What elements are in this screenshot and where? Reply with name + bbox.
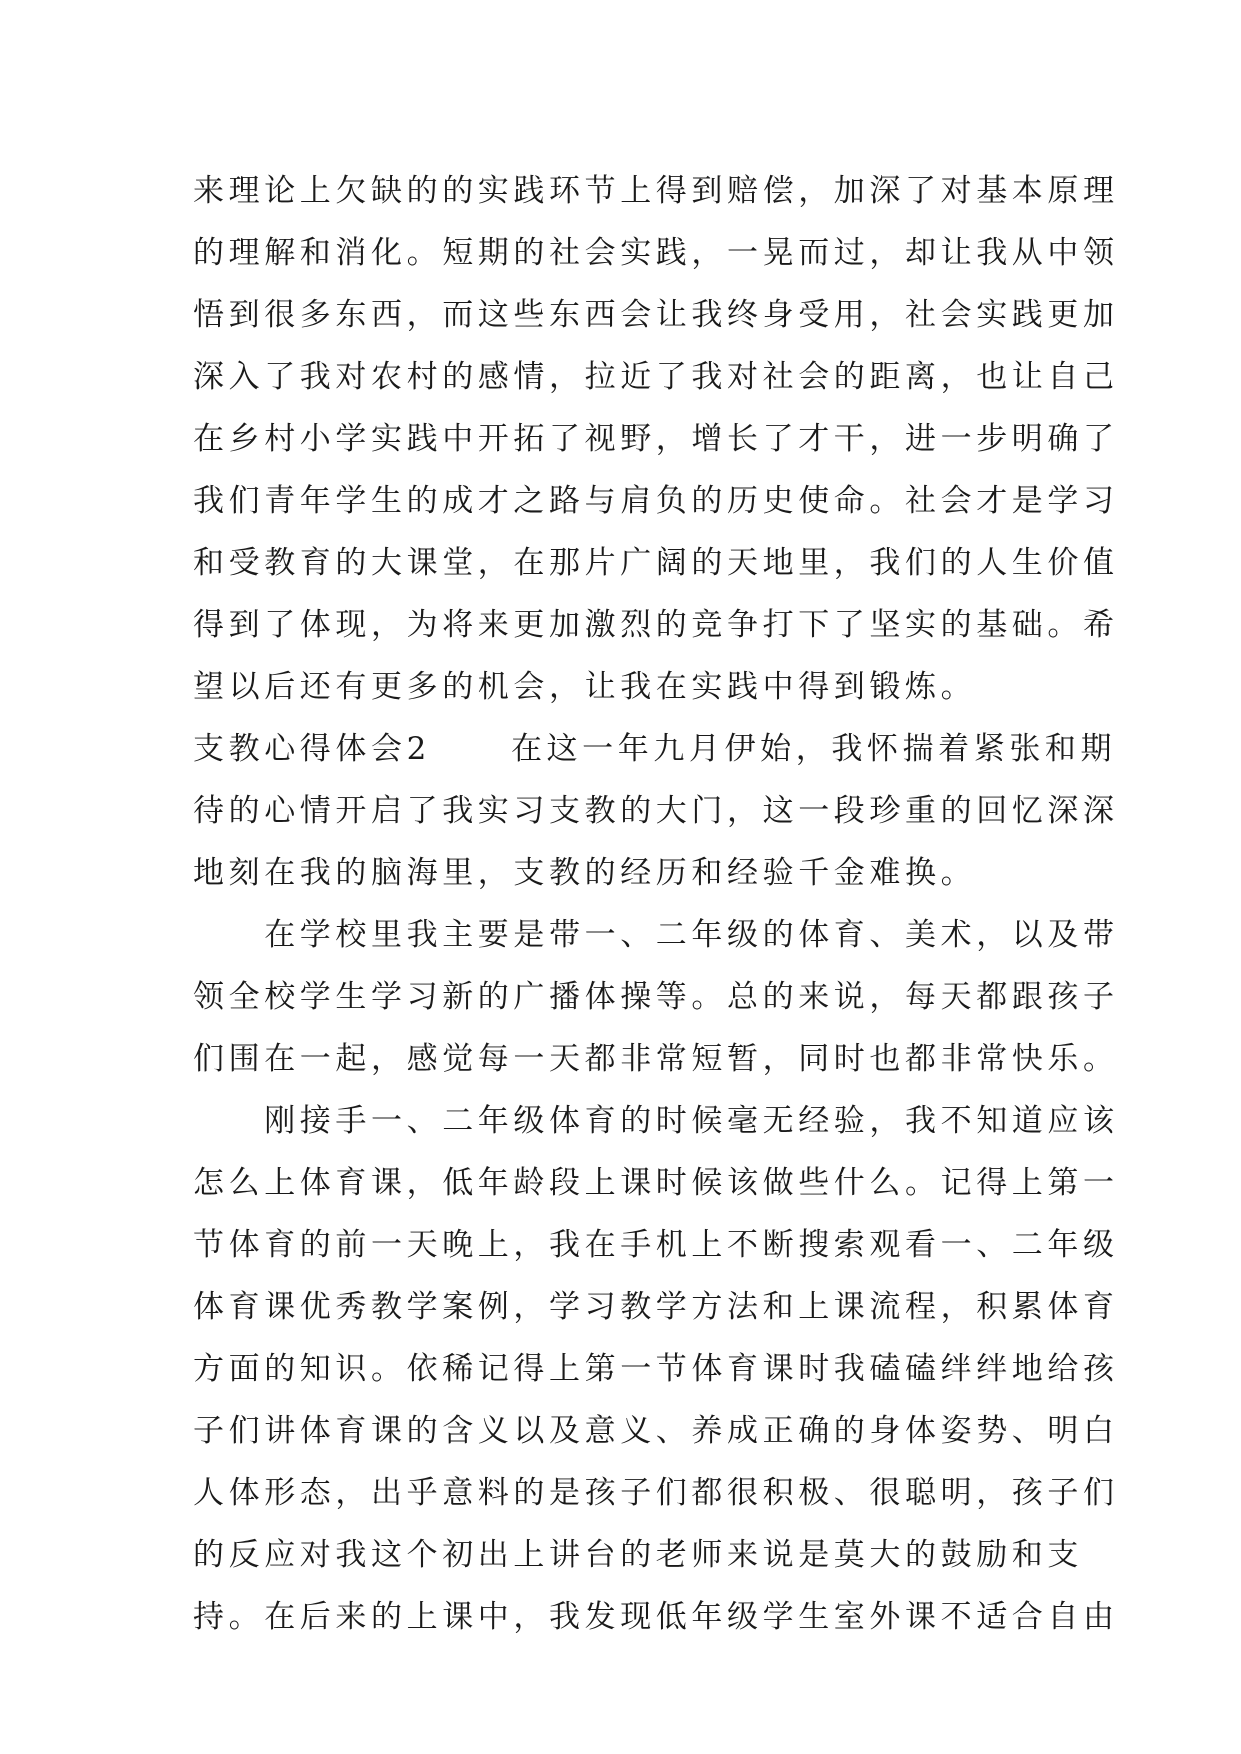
text-line: 怎么上体育课，低年龄段上课时候该做些什么。记得上第一 bbox=[193, 1165, 1119, 1201]
text-line: 持。在后来的上课中，我发现低年级学生室外课不适合自由 bbox=[193, 1599, 1119, 1635]
text-line: 来理论上欠缺的的实践环节上得到赔偿，加深了对基本原理 bbox=[193, 173, 1119, 209]
text-line: 的反应对我这个初出上讲台的老师来说是莫大的鼓励和支 bbox=[193, 1537, 1083, 1573]
text-line: 的理解和消化。短期的社会实践，一晃而过，却让我从中领 bbox=[193, 235, 1119, 271]
text-line: 子们讲体育课的含义以及意义、养成正确的身体姿势、明白 bbox=[193, 1413, 1119, 1449]
text-line: 人体形态，出乎意料的是孩子们都很积极、很聪明，孩子们 bbox=[193, 1475, 1119, 1511]
text-line: 我们青年学生的成才之路与肩负的历史使命。社会才是学习 bbox=[193, 483, 1119, 519]
text-line: 在学校里我主要是带一、二年级的体育、美术，以及带 bbox=[193, 917, 1119, 953]
text-line: 地刻在我的脑海里，支教的经历和经验千金难换。 bbox=[193, 855, 977, 891]
body-text bbox=[193, 160, 1119, 1648]
text-line: 们围在一起，感觉每一天都非常短暂，同时也都非常快乐。 bbox=[193, 1041, 1119, 1077]
text-line: 领全校学生学习新的广播体操等。总的来说，每天都跟孩子 bbox=[193, 979, 1119, 1015]
text-line: 在这一年九月伊始，我怀揣着紧张和期 bbox=[510, 731, 1117, 767]
paragraph-1 bbox=[193, 160, 1119, 718]
section-heading: 支教心得体会2 bbox=[193, 731, 431, 767]
text-line: 体育课优秀教学案例，学习教学方法和上课流程，积累体育 bbox=[193, 1289, 1119, 1325]
paragraph-3 bbox=[193, 904, 1119, 1090]
text-line: 方面的知识。依稀记得上第一节体育课时我磕磕绊绊地给孩 bbox=[193, 1351, 1119, 1387]
text-line: 在乡村小学实践中开拓了视野，增长了才干，进一步明确了 bbox=[193, 421, 1119, 457]
text-line: 深入了我对农村的感情，拉近了我对社会的距离，也让自己 bbox=[193, 359, 1119, 395]
paragraph-2 bbox=[193, 718, 1119, 904]
text-line: 得到了体现，为将来更加激烈的竞争打下了坚实的基础。希 bbox=[193, 607, 1119, 643]
text-line: 望以后还有更多的机会，让我在实践中得到锻炼。 bbox=[193, 669, 977, 705]
text-line: 待的心情开启了我实习支教的大门，这一段珍重的回忆深深 bbox=[193, 793, 1119, 829]
text-line: 刚接手一、二年级体育的时候毫无经验，我不知道应该 bbox=[193, 1103, 1119, 1139]
text-line: 悟到很多东西，而这些东西会让我终身受用，社会实践更加 bbox=[193, 297, 1119, 333]
heading-line bbox=[193, 718, 1117, 780]
text-line: 节体育的前一天晚上，我在手机上不断搜索观看一、二年级 bbox=[193, 1227, 1119, 1263]
text-line: 和受教育的大课堂，在那片广阔的天地里，我们的人生价值 bbox=[193, 545, 1119, 581]
paragraph-4 bbox=[193, 1090, 1119, 1648]
